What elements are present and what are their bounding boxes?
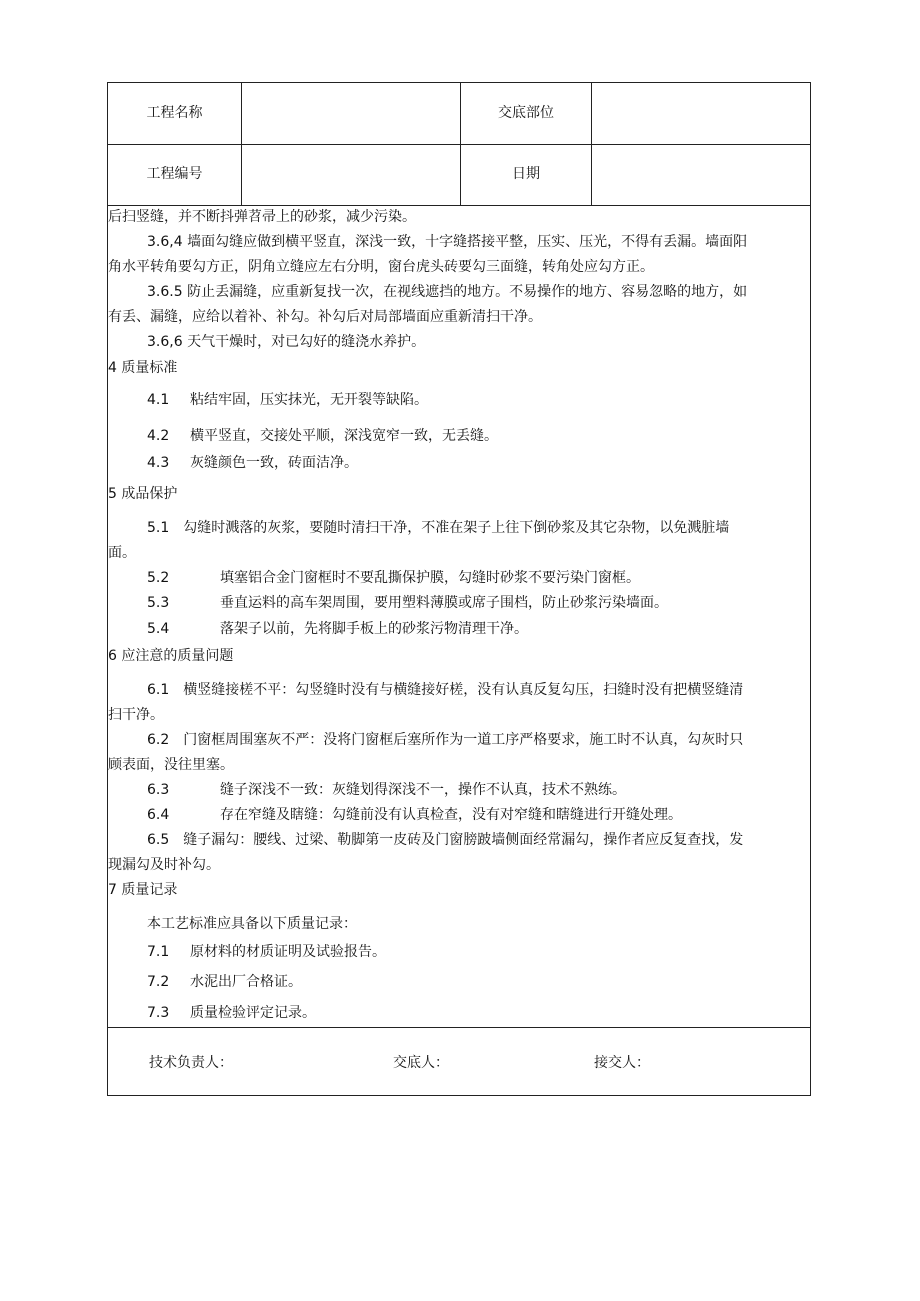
item-text: 灰缝颜色一致，砖面洁净。 (190, 455, 358, 471)
paragraph-line: 3.6,6 天气干燥时，对已勾好的缝浇水养护。 (147, 334, 426, 350)
part-value[interactable] (592, 83, 810, 144)
paragraph-line: 角水平转角要勾方正，阴角立缝应左右分明，窗台虎头砖要勾三面缝，转角处应勾方正。 (108, 259, 654, 275)
item-text: 原材料的材质证明及试验报告。 (190, 944, 386, 960)
header-row-2 (108, 144, 810, 206)
paragraph-line: 5.1 勾缝时溅落的灰浆，要随时清扫干净，不准在架子上往下倒砂浆及其它杂物，以免溅脏墙 (147, 520, 730, 536)
paragraph-line: 顾表面，没往里塞。 (108, 757, 234, 773)
signature-row (108, 1027, 810, 1096)
item-text: 垂直运料的高车架周围，要用塑料薄膜或席子围档，防止砂浆污染墙面。 (220, 595, 668, 611)
item-number: 4.3 (147, 455, 170, 471)
item-number: 5.3 (147, 595, 170, 611)
paragraph-line: 6.2 门窗框周围塞灰不严：没将门窗框后塞所作为一道工序严格要求，施工时不认真，勾灰时只 (147, 732, 744, 748)
date-value[interactable] (592, 144, 810, 205)
part-label: 交底部位 (498, 105, 554, 121)
project-no-label: 工程编号 (146, 166, 203, 182)
project-name-label: 工程名称 (146, 105, 203, 121)
receiver-label: 接交人： (594, 1055, 650, 1071)
project-no-value[interactable] (242, 144, 460, 205)
document-table (107, 82, 811, 1096)
project-name-value[interactable] (242, 83, 460, 144)
paragraph-line: 后扫竖缝，并不断抖弹苕帚上的砂浆，减少污染。 (108, 209, 416, 225)
item-text: 质量检验评定记录。 (190, 1005, 316, 1021)
paragraph-line: 面。 (108, 545, 136, 561)
item-text: 水泥出厂合格证。 (190, 974, 302, 990)
paragraph-line: 3.6,4 墙面勾缝应做到横平竖直，深浅一致，十字缝搭接平整，压实、压光，不得有丢漏。墙面阳 (147, 234, 748, 250)
item-number: 5.2 (147, 570, 170, 586)
header-row-1 (108, 83, 810, 145)
paragraph-line: 6.5 缝子漏勾：腰线、过梁、勒脚第一皮砖及门窗膀跛墙侧面经常漏勾，操作者应反复查找，发 (147, 832, 744, 848)
paragraph-line: 有丢、漏缝，应给以着补、补勾。补勾后对局部墙面应重新清扫干净。 (108, 309, 542, 325)
item-text: 缝子深浅不一致：灰缝划得深浅不一，操作不认真，技术不熟练。 (220, 782, 626, 798)
item-number: 7.2 (147, 974, 170, 990)
item-text: 填塞铝合金门窗框时不要乱撕保护膜，勾缝时砂浆不要污染门窗框。 (220, 570, 640, 586)
item-text: 存在窄缝及瞎缝：勾缝前没有认真检查，没有对窄缝和瞎缝进行开缝处理。 (220, 807, 682, 823)
item-number: 5.4 (147, 621, 170, 637)
item-text: 横平竖直，交接处平顺，深浅宽窄一致，无丢缝。 (190, 428, 498, 444)
paragraph-line: 6.1 横竖缝接槎不平：勾竖缝时没有与横缝接好槎，没有认真反复勾压，扫缝时没有把横竖缝清 (147, 682, 744, 698)
section-heading: 7 质量记录 (108, 882, 178, 898)
item-number: 6.4 (147, 807, 170, 823)
date-label: 日期 (512, 166, 540, 182)
item-number: 7.1 (147, 944, 170, 960)
section-heading: 6 应注意的质量问题 (108, 648, 234, 664)
item-text: 粘结牢固，压实抹光，无开裂等缺陷。 (190, 392, 428, 408)
tech-lead-label: 技术负责人： (149, 1055, 233, 1071)
item-text: 落架子以前，先将脚手板上的砂浆污物清理干净。 (220, 621, 528, 637)
section-heading: 4 质量标准 (108, 360, 178, 376)
item-number: 4.1 (147, 392, 170, 408)
paragraph-line: 本工艺标准应具备以下质量记录： (147, 916, 357, 932)
paragraph-line: 3.6.5 防止丢漏缝，应重新复找一次，在视线遮挡的地方。不易操作的地方、容易忽略的地方，如 (147, 284, 748, 300)
item-number: 6.3 (147, 782, 170, 798)
paragraph-line: 现漏勾及时补勾。 (108, 857, 220, 873)
handover-by-label: 交底人： (393, 1055, 449, 1071)
item-number: 7.3 (147, 1005, 170, 1021)
paragraph-line: 扫干净。 (108, 707, 164, 723)
section-heading: 5 成品保护 (108, 486, 178, 502)
item-number: 4.2 (147, 428, 170, 444)
